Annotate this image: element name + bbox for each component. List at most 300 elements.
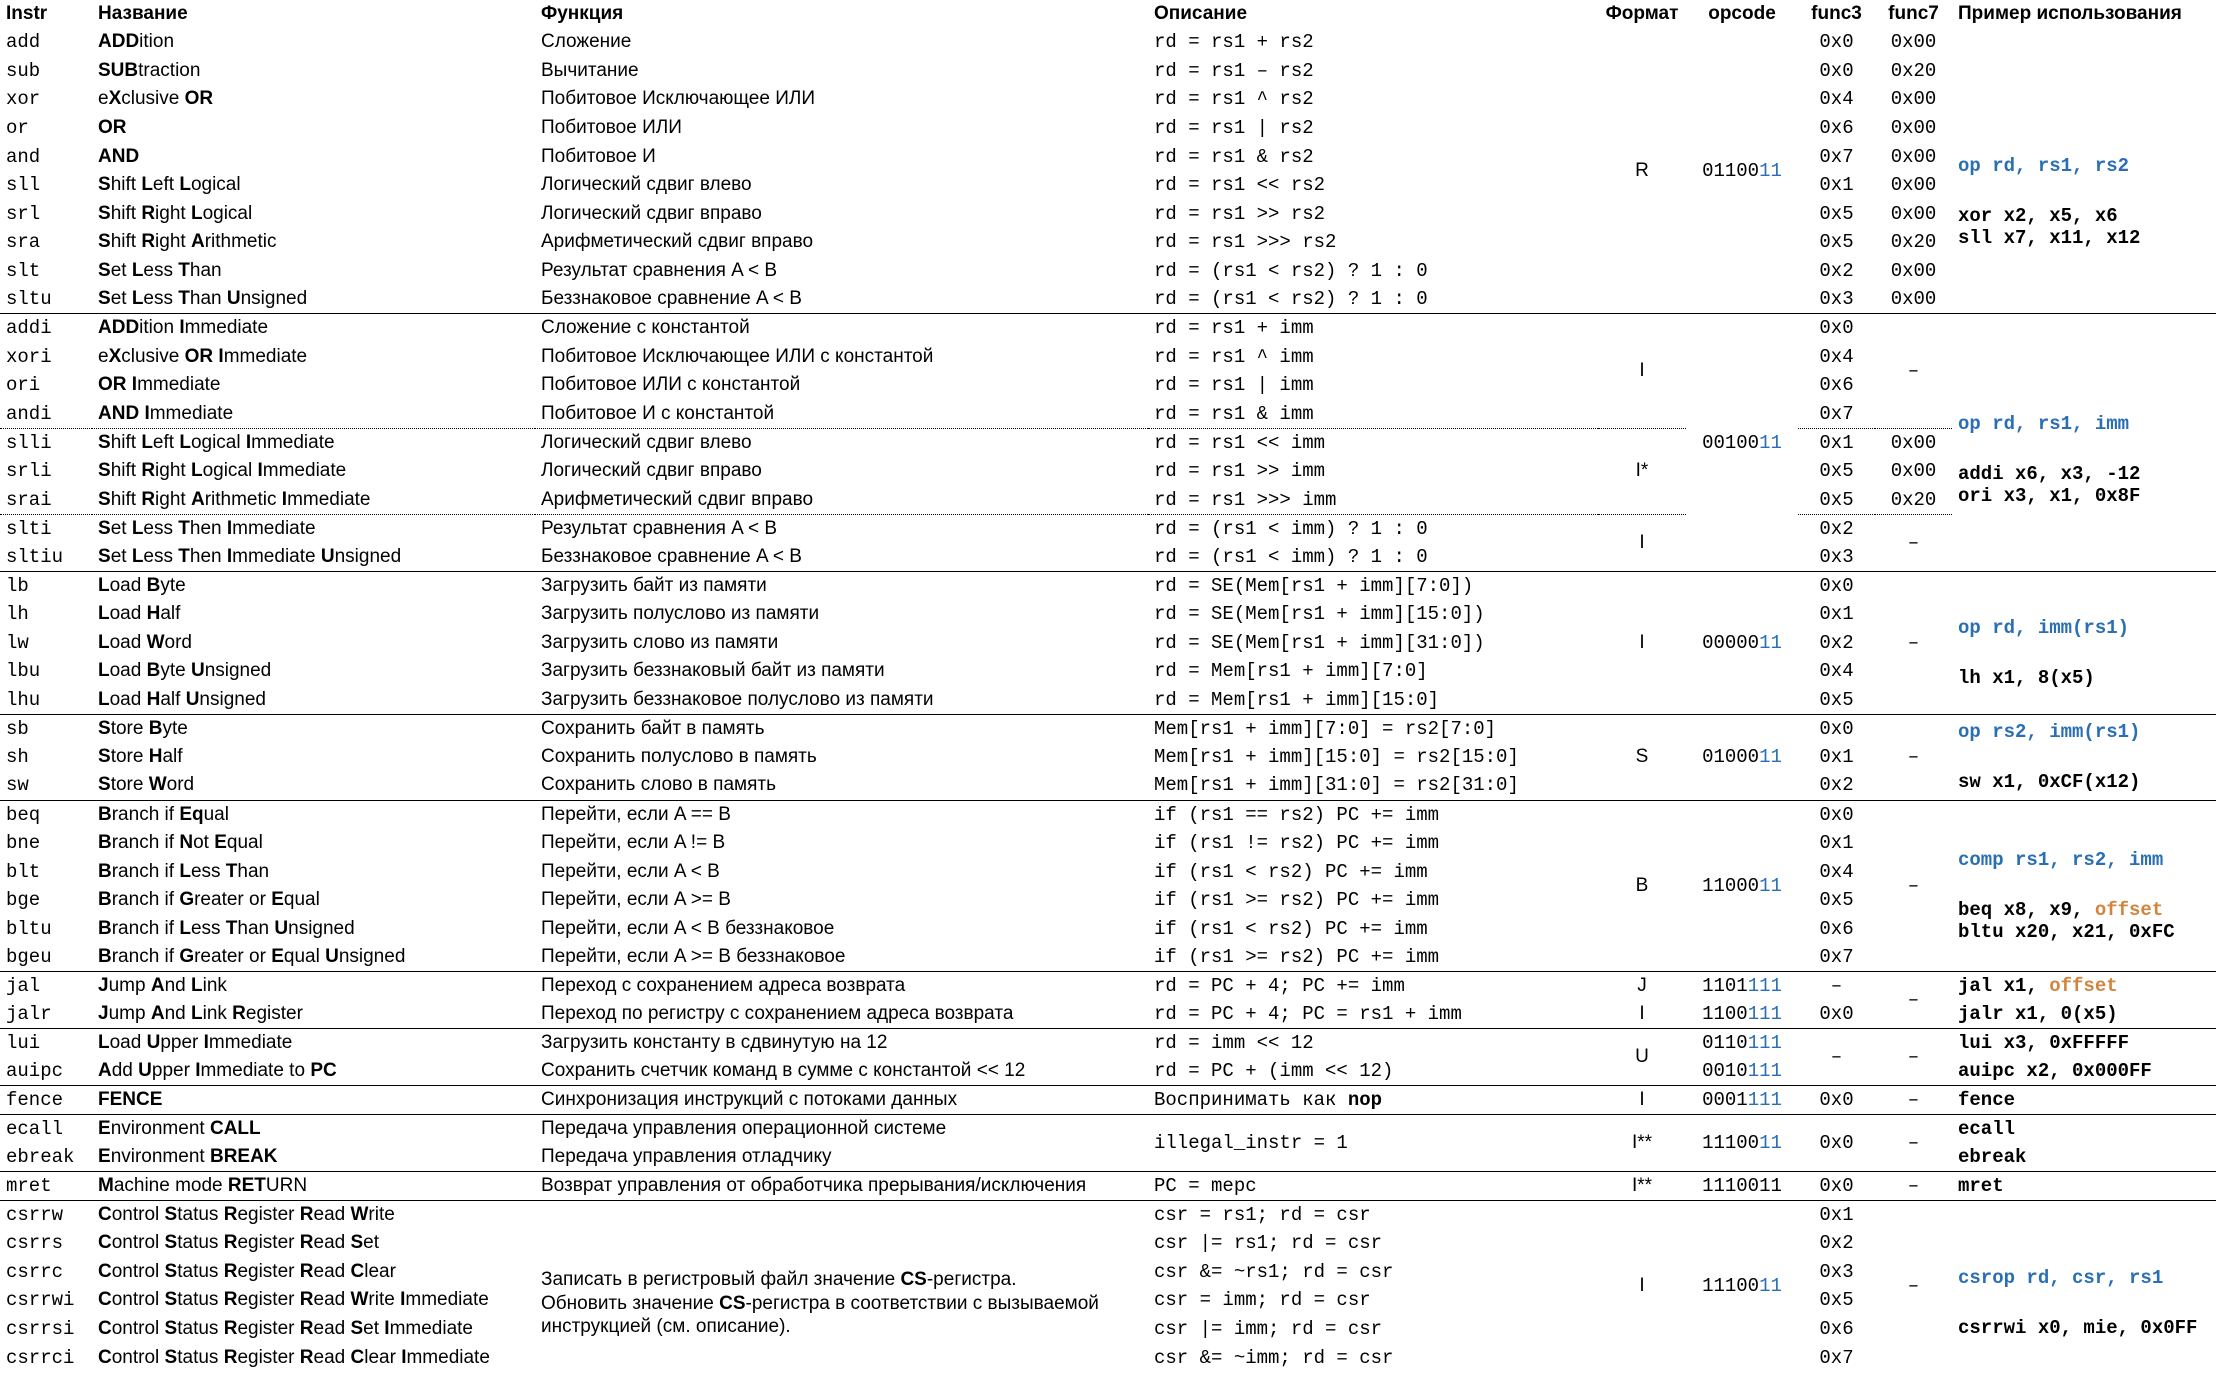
cell-function: Загрузить полуслово из памяти [541,603,820,625]
cell-name: Jump And Link Register [98,1003,303,1025]
cell-format: U [1598,1029,1686,1086]
cell-function: Перейти, если A < B беззнаковое [541,917,835,939]
cell-opcode: 1110011 [1686,1115,1798,1172]
table-header [0,0,2216,28]
table-row [0,1172,2216,1201]
cell-function: Возврат управления от обработчика прерывания/исключения [535,1172,1148,1201]
cell-func3: 0x5 [1819,202,1854,225]
example-line: sll x7, x11, x12 [1958,226,2141,249]
cell-func3: 0x1 [1819,831,1854,854]
cell-instr: ori [6,374,41,397]
cell-instr: srai [6,488,52,511]
cell-opcode: 0000011 [1686,571,1798,714]
col-header-func7: func7 [1888,3,1939,24]
cell-function: Логический сдвиг влево [535,428,1148,457]
cell-opcode: 1110011 [1686,1200,1798,1372]
cell-description: rd = rs1 + rs2 [1154,31,1314,54]
cell-name: Branch if Less Than Unsigned [98,917,355,939]
cell-instr: sll [6,174,41,197]
cell-instr: jalr [6,1003,52,1026]
cell-func3: 0x0 [1798,1115,1875,1172]
table-row [0,486,2216,515]
cell-name: Store Half [98,746,183,768]
table-row [0,171,2216,200]
cell-name: Shift Right Logical Immediate [98,460,347,482]
cell-opcode: 0001111 [1686,1086,1798,1115]
cell-instr: slli [0,428,92,457]
col-header-name: Название [98,3,188,24]
cell-description: rd = (rs1 < imm) ? 1 : 0 [1154,545,1428,568]
cell-function: Загрузить константу в сдвинутую на 12 [535,1029,1148,1058]
cell-name: ADDition [98,31,175,53]
cell-description: rd = PC + (imm << 12) [1154,1060,1394,1083]
cell-name: Add Upper Immediate to PC [98,1060,337,1082]
col-header-instr: Instr [6,3,48,24]
cell-name: Control Status Register Read Clear [98,1260,396,1282]
cell-func7: 0x00 [1890,117,1937,140]
cell-description: rd = Mem[rs1 + imm][7:0] [1154,660,1428,683]
cell-function: Сохранить слово в память [541,774,776,796]
cell-example: ebreak [1958,1146,2027,1169]
cell-func3: 0x1 [1819,603,1854,626]
cell-function: Побитовое Исключающее ИЛИ [541,88,815,110]
cell-description: rd = rs1 – rs2 [1154,59,1314,82]
cell-name: Shift Left Logical Immediate [92,428,535,457]
cell-func3: 0x4 [1819,660,1854,683]
cell-func7: 0x00 [1890,460,1937,483]
table-row [0,314,2216,343]
cell-func7: 0x00 [1875,428,1952,457]
cell-instr: bgeu [6,946,52,969]
cell-func7: – [1875,1172,1952,1201]
example-line: op rs2, imm(rs1) [1958,721,2141,744]
cell-function: Сохранить байт в память [535,714,1148,743]
cell-name: Branch if Equal [92,800,535,829]
cell-example: jalr x1, 0(x5) [1958,1003,2118,1026]
cell-instr: addi [0,314,92,343]
cell-function: Сохранить полуслово в память [541,746,817,768]
cell-func7: – [1875,571,1952,714]
cell-function: Логический сдвиг вправо [541,202,762,224]
table-row [0,457,2216,486]
cell-description: Mem[rs1 + imm][31:0] = rs2[31:0] [1154,774,1519,797]
cell-name: Set Less Than Unsigned [98,288,308,310]
cell-description: rd = rs1 & rs2 [1154,145,1314,168]
cell-opcode: 0010011 [1686,314,1798,571]
cell-func3: 0x6 [1819,117,1854,140]
col-header-description: Описание [1154,3,1248,24]
cell-function: Переход с сохранением адреса возврата [535,972,1148,1001]
cell-function: Синхронизация инструкций с потоками данных [535,1086,1148,1115]
example-line: comp rs1, rs2, imm [1958,848,2164,871]
cell-func7: – [1875,1086,1952,1115]
cell-description: rd = imm << 12 [1148,1029,1598,1058]
table-row [0,200,2216,229]
cell-instr: srli [6,460,52,483]
cell-format: I [1598,514,1686,571]
cell-func3: 0x0 [1819,1003,1854,1026]
cell-description: rd = (rs1 < rs2) ? 1 : 0 [1154,260,1428,283]
cell-func3: 0x7 [1819,946,1854,969]
cell-func3: 0x3 [1819,288,1854,311]
cell-description: illegal_instr = 1 [1148,1115,1598,1172]
cell-func3: 0x6 [1819,374,1854,397]
cell-description: csr |= rs1; rd = csr [1154,1232,1383,1255]
cell-description: if (rs1 < rs2) PC += imm [1154,860,1428,883]
cell-func3: 0x4 [1819,88,1854,111]
cell-example: auipc x2, 0x000FF [1958,1060,2152,1083]
cell-function: Сохранить счетчик команд в сумме с константой << 12 [541,1060,1026,1082]
cell-func7: – [1875,714,1952,800]
cell-name: Shift Right Arithmetic Immediate [98,488,371,510]
cell-example [1952,714,2216,800]
cell-instr: ecall [0,1115,92,1144]
cell-instr: andi [6,402,52,425]
cell-example [1952,314,2216,571]
cell-name: SUBtraction [98,59,201,81]
cell-name: Environment CALL [92,1115,535,1144]
cell-func3: 0x0 [1798,314,1875,343]
cell-example: jal x1, offset [1952,972,2216,1001]
cell-func3: 0x2 [1819,1232,1854,1255]
cell-func3: 0x0 [1798,1172,1875,1201]
cell-instr: lh [6,603,29,626]
cell-format: R [1635,159,1649,181]
cell-function: Беззнаковое сравнение A < B [541,545,802,567]
cell-instr: csrrw [0,1200,92,1229]
cell-description: rd = PC + 4; PC += imm [1148,972,1598,1001]
cell-instr: or [6,117,29,140]
cell-description: if (rs1 == rs2) PC += imm [1148,800,1598,829]
cell-format: I [1598,1200,1686,1372]
cell-func7: – [1875,514,1952,571]
cell-instr: csrrsi [6,1318,75,1341]
cell-function: Передача управления операционной системе [535,1115,1148,1144]
cell-function: Перейти, если A >= B [541,889,731,911]
cell-name: FENCE [92,1086,535,1115]
cell-func7: 0x20 [1890,488,1937,511]
cell-example: lui x3, 0xFFFFF [1952,1029,2216,1058]
cell-name: Shift Right Logical [98,202,253,224]
cell-function: Сложение [541,31,632,53]
cell-description: rd = rs1 & imm [1154,402,1314,425]
cell-instr: sb [0,714,92,743]
cell-name: Set Less Than [98,260,222,282]
cell-description: rd = SE(Mem[rs1 + imm][7:0]) [1148,571,1598,600]
cell-func3: 0x0 [1819,59,1854,82]
cell-func3: 0x1 [1798,1200,1875,1229]
cell-name: ADDition Immediate [92,314,535,343]
cell-function: Беззнаковое сравнение A < B [541,288,802,310]
cell-name: OR Immediate [98,374,221,396]
cell-format: I [1598,571,1686,714]
col-header-func3: func3 [1811,3,1862,24]
cell-description: rd = rs1 | imm [1154,374,1314,397]
cell-func7: – [1875,1029,1952,1086]
cell-description: rd = rs1 >>> imm [1154,488,1337,511]
cell-description: csr = imm; rd = csr [1154,1289,1371,1312]
cell-format: J [1598,972,1686,1001]
cell-name: Branch if Greater or Equal [98,889,320,911]
cell-func7: 0x00 [1890,202,1937,225]
cell-function: Загрузить слово из памяти [541,631,779,653]
example-line: op rd, rs1, imm [1958,412,2130,435]
cell-instr: csrrs [6,1232,64,1255]
cell-instr: lw [6,631,29,654]
cell-func3: – [1798,972,1875,1001]
cell-function: Побитовое Исключающее ИЛИ с константой [541,345,934,367]
cell-description: rd = rs1 >>> rs2 [1154,231,1337,254]
cell-description: csr &= ~rs1; rd = csr [1154,1260,1394,1283]
table-row [0,800,2216,829]
cell-instr: sltu [6,288,52,311]
table-row [0,257,2216,286]
cell-opcode: 1101111 [1686,972,1798,1001]
cell-name: Machine mode RETURN [92,1172,535,1201]
cell-function: Перейти, если A != B [541,831,726,853]
example-line: lh x1, 8(x5) [1958,666,2095,689]
cell-function: Результат сравнения A < B [541,260,778,282]
cell-func3: 0x2 [1819,631,1854,654]
cell-instr: mret [0,1172,92,1201]
table-row [0,114,2216,143]
cell-name: Load Byte Unsigned [98,660,272,682]
table-row [0,142,2216,171]
cell-description: if (rs1 >= rs2) PC += imm [1154,946,1440,969]
cell-func7: 0x20 [1890,59,1937,82]
cell-instr: lbu [6,660,41,683]
cell-description: if (rs1 < rs2) PC += imm [1154,917,1428,940]
example-line: op rd, imm(rs1) [1958,616,2130,639]
cell-opcode: 1100111 [1702,1003,1782,1026]
cell-description: rd = SE(Mem[rs1 + imm][15:0]) [1154,603,1485,626]
table-row [0,28,2216,57]
table-row [0,57,2216,86]
cell-name: Shift Left Logical [98,174,241,196]
table-row [0,85,2216,114]
cell-name: AND Immediate [98,402,234,424]
example-line: csrop rd, csr, rs1 [1958,1267,2164,1290]
cell-func7: – [1875,800,1952,972]
cell-instr: lb [0,571,92,600]
cell-func3: 0x0 [1819,31,1854,54]
cell-func3: 0x5 [1819,688,1854,711]
cell-func3: 0x1 [1819,174,1854,197]
cell-func3: – [1798,1029,1875,1086]
col-header-example: Пример использования [1958,3,2182,24]
cell-function: Побитовое ИЛИ [541,117,682,139]
cell-function: Побитовое И [541,145,656,167]
table-row [0,1115,2216,1144]
cell-function: Загрузить беззнаковый байт из памяти [541,660,885,682]
cell-function: Передача управления отладчику [541,1146,832,1168]
cell-func3: 0x0 [1798,571,1875,600]
example-line: ori x3, x1, 0x8F [1958,484,2141,507]
cell-name: AND [98,145,140,167]
cell-instr: slt [6,260,41,283]
cell-description: rd = rs1 << imm [1148,428,1598,457]
cell-name: Environment BREAK [98,1146,278,1168]
cell-func7: 0x20 [1890,231,1937,254]
cell-func3: 0x5 [1819,460,1854,483]
cell-description: rd = Mem[rs1 + imm][15:0] [1154,688,1440,711]
cell-description: rd = rs1 ^ imm [1154,345,1314,368]
cell-name: Control Status Register Read Clear Immediate [98,1346,490,1368]
cell-instr: xor [6,88,41,111]
cell-instr: xori [6,345,52,368]
cell-name: Branch if Less Than [98,860,270,882]
cell-instr: fence [0,1086,92,1115]
cell-instr: bne [6,831,41,854]
cell-func3: 0x0 [1798,1086,1875,1115]
cell-example [1952,28,2216,314]
cell-example: fence [1952,1086,2216,1115]
cell-instr: csrrci [6,1346,75,1369]
example-line: xor x2, x5, x6 [1958,204,2118,227]
cell-func7: 0x00 [1890,260,1937,283]
cell-func7: 0x00 [1890,174,1937,197]
cell-example [1952,1200,2216,1372]
cell-description: rd = rs1 >> rs2 [1154,202,1326,225]
cell-description: rd = rs1 | rs2 [1154,117,1314,140]
table-body [0,28,2216,1372]
cell-description: rd = rs1 >> imm [1154,460,1326,483]
cell-name: OR [98,117,127,139]
table-row [0,1200,2216,1229]
cell-format: I [1598,314,1686,428]
cell-func3: 0x1 [1798,428,1875,457]
cell-name: Control Status Register Read Set Immediate [98,1318,473,1340]
csr-desc-line: Записать в регистровый файл значение CS-регистра. [541,1268,1017,1290]
cell-opcode: 0100011 [1686,714,1798,800]
cell-description: csr = rs1; rd = csr [1148,1200,1598,1229]
cell-name: Control Status Register Read Write [92,1200,535,1229]
cell-format: I [1639,1003,1645,1025]
cell-instr: bge [6,889,41,912]
table-row [0,714,2216,743]
cell-example [1952,800,2216,972]
example-line: sw x1, 0xCF(x12) [1958,771,2141,794]
cell-func3: 0x5 [1819,1289,1854,1312]
table-row [0,571,2216,600]
cell-name: Store Word [98,774,195,796]
cell-func3: 0x5 [1819,889,1854,912]
cell-instr: sra [6,231,41,254]
cell-function: Переход по регистру с сохранением адреса возврата [541,1003,1014,1025]
cell-name: eXclusive OR Immediate [98,345,308,367]
cell-instr: ebreak [6,1146,75,1169]
cell-func3: 0x5 [1819,231,1854,254]
table-row [0,972,2216,1001]
cell-instr: lhu [6,688,41,711]
cell-func7: – [1875,314,1952,428]
cell-func3: 0x4 [1819,345,1854,368]
cell-description: rd = rs1 + imm [1148,314,1598,343]
example-line: csrrwi x0, mie, 0x0FF [1958,1317,2198,1340]
cell-description: Воспринимать как nop [1148,1086,1598,1115]
cell-opcode: 1100011 [1686,800,1798,972]
cell-name: Branch if Greater or Equal Unsigned [98,946,406,968]
cell-function: Арифметический сдвиг вправо [541,231,814,253]
cell-func7: – [1875,972,1952,1029]
cell-instr: bltu [6,917,52,940]
cell-function: Арифметический сдвиг вправо [541,488,814,510]
cell-instr: lui [0,1029,92,1058]
cell-opcode: 0010111 [1702,1060,1782,1083]
cell-format: I* [1598,428,1686,514]
cell-opcode: 1110011 [1686,1172,1798,1201]
cell-description: csr &= ~imm; rd = csr [1154,1346,1394,1369]
cell-name: Set Less Then Immediate Unsigned [98,545,402,567]
cell-name: Load Byte [92,571,535,600]
cell-instr: sub [6,59,41,82]
cell-instr: add [6,31,41,54]
cell-func3: 0x6 [1819,1318,1854,1341]
cell-func3: 0x0 [1798,714,1875,743]
cell-func3: 0x7 [1819,145,1854,168]
table-row [0,285,2216,314]
col-header-format: Формат [1605,3,1679,24]
cell-instr: sh [6,746,29,769]
cell-instr: blt [6,860,41,883]
cell-func7: 0x00 [1890,88,1937,111]
cell-name: Load Upper Immediate [92,1029,535,1058]
cell-function: Перейти, если A < B [541,860,720,882]
cell-func3: 0x3 [1819,545,1854,568]
cell-function [535,1200,1148,1372]
cell-function: Результат сравнения A < B [535,514,1148,543]
cell-func3: 0x2 [1819,260,1854,283]
cell-description: rd = SE(Mem[rs1 + imm][31:0]) [1154,631,1485,654]
cell-instr: csrrwi [6,1289,75,1312]
csr-desc-line: Обновить значение CS-регистра в соответствии с вызываемой [541,1292,1099,1314]
cell-example: ecall [1952,1115,2216,1144]
cell-description: PC = mepc [1148,1172,1598,1201]
cell-func7: 0x00 [1890,145,1937,168]
cell-instr: sltiu [6,545,64,568]
cell-description: csr |= imm; rd = csr [1154,1318,1383,1341]
cell-function: Побитовое ИЛИ с константой [541,374,801,396]
cell-name: Set Less Then Immediate [92,514,535,543]
col-header-function: Функция [541,3,624,24]
cell-description: rd = (rs1 < rs2) ? 1 : 0 [1154,288,1428,311]
cell-description: rd = rs1 << rs2 [1154,174,1326,197]
cell-description: rd = rs1 ^ rs2 [1154,88,1314,111]
cell-func3: 0x0 [1798,800,1875,829]
cell-format: I** [1598,1115,1686,1172]
cell-func3: 0x7 [1819,1346,1854,1369]
cell-instr: srl [6,202,41,225]
example-line: op rd, rs1, rs2 [1958,154,2130,177]
cell-format: I [1598,1086,1686,1115]
cell-func3: 0x5 [1819,488,1854,511]
table-row [0,514,2216,543]
cell-instr: jal [0,972,92,1001]
cell-instr: sw [6,774,29,797]
cell-function: Перейти, если A == B [535,800,1148,829]
example-line: beq x8, x9, offset [1958,898,2164,921]
example-line: bltu x20, x21, 0xFC [1958,920,2175,943]
col-header-opcode: opcode [1708,3,1776,24]
cell-function: Побитовое И с константой [541,402,775,424]
cell-example [1952,571,2216,714]
cell-name: Store Byte [92,714,535,743]
cell-name: Jump And Link [92,972,535,1001]
cell-func7: – [1875,1200,1952,1372]
cell-name: Control Status Register Read Set [98,1232,380,1254]
cell-function: Логический сдвиг вправо [541,460,762,482]
cell-func3: 0x4 [1819,860,1854,883]
